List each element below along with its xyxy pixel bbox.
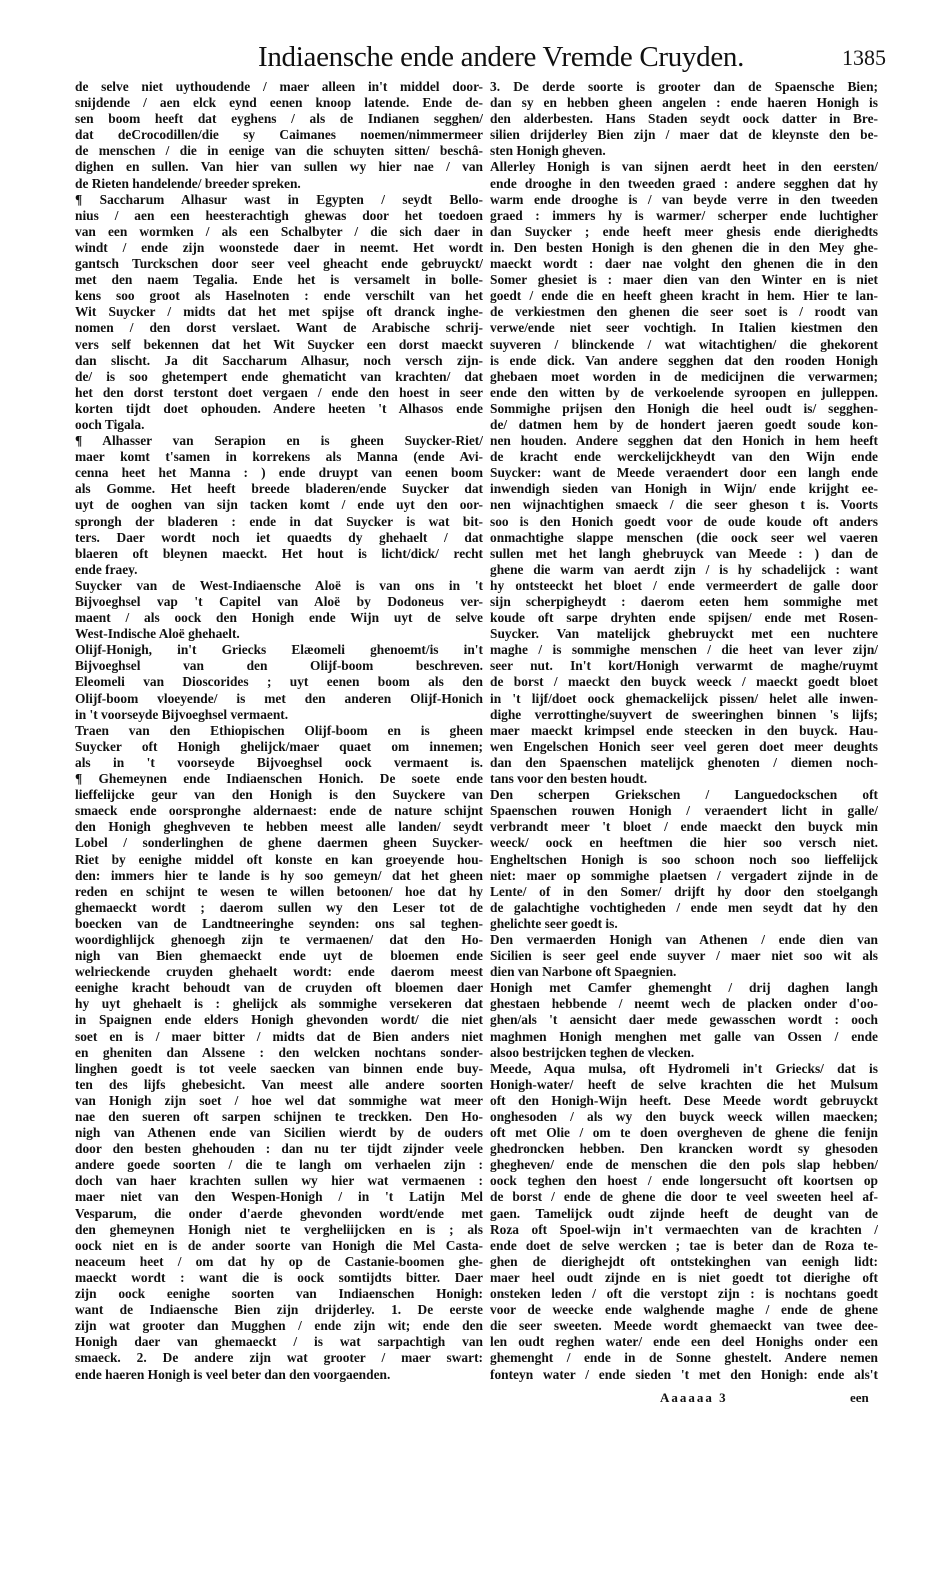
right-column xyxy=(490,79,878,1383)
text-line: de kracht ende werckelijckheydt van den Wijn ende xyxy=(490,449,878,465)
text-line: ghedroncken hebben. Den krancken wordt sy ghesoden xyxy=(490,1141,878,1157)
text-line: ¶ Saccharum Alhasur wast in Egypten / seydt Bello- xyxy=(75,191,483,207)
text-line: ters. Daer wordt noch iet quaedts dy ghehaelt / dat xyxy=(75,529,483,545)
text-line: ghemaeckt wordt ; daerom sullen wy den Leser tot de xyxy=(75,899,483,915)
text-line: Vesparum, die onder d'aerde ghevonden wordt/ende met xyxy=(75,1205,483,1221)
text-line: Honigh met Camfer ghemenght / drij daghen langh xyxy=(490,980,878,996)
signature-mark: Aaaaaa 3 xyxy=(660,1390,728,1405)
text-line: den alderbesten. Hans Staden seydt oock datter in Bre- xyxy=(490,111,878,127)
text-line: korten tijdt doet ophouden. Andere heeten 't Alhasos ende xyxy=(75,400,483,416)
text-line: in 't voorseyde Bijvoeghsel vermaent. xyxy=(75,706,289,722)
text-line: onsteken leden / oft die verstopt zijn : is nochtans goedt xyxy=(490,1286,878,1302)
catchword: een xyxy=(850,1390,869,1405)
text-line: oock teghen den hoest / ende longersucht oft koortsen op xyxy=(490,1173,878,1189)
text-line: reden en schijnt te wesen te willen betoonen/ hoe dat hy xyxy=(75,883,483,899)
text-line: Suycker. Van matelijck ghebruyckt met een nuchtere xyxy=(490,626,878,642)
text-line: soet en is / maer bitter / midts dat de Bien anders niet xyxy=(75,1028,483,1044)
text-line: ten des lijfs ghebesicht. Van meest alle andere soorten xyxy=(75,1076,483,1092)
text-line: Honigh-water/ heeft de selve krachten die het Mulsum xyxy=(490,1076,878,1092)
text-line: maer maeckt krimpsel ende steecken in den buyck. Hau- xyxy=(490,722,878,738)
text-line: eenighe kracht behoudt van de cruyden oft bloemen daer xyxy=(75,980,483,996)
text-line: Honigh daer van ghemaeckt / is wat sarpachtigh van xyxy=(75,1334,483,1350)
text-line: nigh van Bien ghemaeckt ende uyt de bloemen ende xyxy=(75,948,483,964)
text-line: inwendigh sieden van Honigh in Wijn/ ende krijght ee- xyxy=(490,481,878,497)
text-line: cenna heet het Manna : ) ende druypt van eenen boom xyxy=(75,465,483,481)
text-line: Suycker van de West-Indiaensche Aloë is van ons in 't xyxy=(75,577,483,593)
text-line: Sommighe prijsen den Honigh die heel oudt is/ segghen- xyxy=(490,400,878,416)
text-line: als in 't voorseyde Bijvoeghsel oock vermaent is. xyxy=(75,754,483,770)
text-line: in Spaignen ende elders Honigh ghevonden wordt/ die niet xyxy=(75,1012,483,1028)
text-line: nigh van Athenen ende van Sicilien wierdt by de ouders xyxy=(75,1125,483,1141)
running-title: Indiaensche ende andere Vremde Cruyden. xyxy=(258,41,745,73)
text-line: suyveren / blinckende / wat witachtighen/ die ghekorent xyxy=(490,336,878,352)
text-line: seer nut. In't kort/Honigh verwarmt de maghe/ruymt xyxy=(490,658,878,674)
text-line: in 't lijf/doet oock ghemackelijck pissen/ helet alle inwen- xyxy=(490,690,878,706)
text-line: Suycker oft Honigh ghelijck/maer quaet om innemen; xyxy=(75,738,483,754)
text-line: de borst / ende de ghene die door te veel sweeten heel af- xyxy=(490,1189,878,1205)
text-line: van een wormken / als een Schalbyter / die sich daer in xyxy=(75,223,483,239)
text-line: ghebaen moet worden in de medicijnen die verwarmen; xyxy=(490,368,878,384)
text-line: ooch Tigala. xyxy=(75,416,145,432)
text-line: wen Engelschen Honich seer veel geren doet meer deughts xyxy=(490,738,878,754)
text-line: Olijf-Honigh, in't Griecks Elæomeli ghenoemt/is in't xyxy=(75,642,483,658)
text-line: goedt / ende die en heeft gheen kracht in hem. Hier te lan- xyxy=(490,288,878,304)
text-line: ¶ Alhasser van Serapion en is gheen Suycker-Riet/ xyxy=(75,433,483,449)
text-line: Roza oft Spoel-wijn in't vermaechten van de krachten / xyxy=(490,1221,878,1237)
text-line: ghelichte seer goedt is. xyxy=(490,915,618,931)
text-line: hy ontsteeckt het bloet / ende vermeerdert de galle door xyxy=(490,577,878,593)
text-line: doch van haer krachten sullen wy hier wat vermaenen : xyxy=(75,1173,483,1189)
text-line: ende den witten by de verkoelende syroopen en julleppen. xyxy=(490,384,878,400)
text-line: smaeck ende oorspronghe aldernaest: ende de nature schijnt xyxy=(75,803,483,819)
text-line: ende haeren Honigh is veel beter dan den voorgaenden. xyxy=(75,1366,391,1382)
text-line: voor de weecke ende walghende maghe / ende de ghene xyxy=(490,1302,878,1318)
text-line: in. Den besten Honigh is den ghenen die in den Mey ghe- xyxy=(490,239,878,255)
text-line: andere goede soorten / die te langh om verhaelen zijn : xyxy=(75,1157,483,1173)
text-line: hy uyt ghehaelt is : ghelijck als sommighe versekeren dat xyxy=(75,996,483,1012)
text-line: gaen. Tamelijck oudt zijnde heeft de deught van de xyxy=(490,1205,878,1221)
text-line: blaeren oft bleynen maeckt. Het hout is licht/dick/ recht xyxy=(75,545,483,561)
text-line: de borst / maeckt den buyck weeck / maeckt goedt bloet xyxy=(490,674,878,690)
text-line: ghegheven/ ende de menschen die den pols slap hebben/ xyxy=(490,1157,878,1173)
text-line: boecken van de Landtneeringhe seynden: ons sal teghen- xyxy=(75,915,483,931)
text-line: de verkiestmen den ghenen die seer soet is / roodt van xyxy=(490,304,878,320)
text-line: Meede, Aqua mulsa, oft Hydromeli in't Griecks/ dat is xyxy=(490,1060,878,1076)
text-line: sen boom heeft dat eyghens / als de Indianen segghen/ xyxy=(75,111,483,127)
text-line: het den dorst terstont doet vergaen / ende den hoest in seer xyxy=(75,384,483,400)
text-line: onmachtighe slappe menschen (die oock seer wel vaeren xyxy=(490,529,878,545)
text-line: Spaenschen rouwen Honigh / veraendert licht in galle/ xyxy=(490,803,878,819)
text-line: 3. De derde soorte is grooter dan de Spaensche Bien; xyxy=(490,79,878,94)
text-line: oock niet en is de ander soorte van Honigh die Mel Casta- xyxy=(75,1237,483,1253)
text-line: ghen de dierighejdt oft ontstekinghen van eenigh lidt: xyxy=(490,1253,878,1269)
text-line: graed : immers hy is warmer/ scherper ende luchtigher xyxy=(490,207,878,223)
text-line: sprongh der bladeren : ende in dat Suycker is wat bit- xyxy=(75,513,483,529)
text-line: Sicilien is seer geel ende suyver / maer niet soo wit als xyxy=(490,948,878,964)
text-line: Bijvoeghsel van den Olijf-boom beschreven. xyxy=(75,658,483,674)
text-line: vers self bekennen dat het Wit Suycker een dorst maeckt xyxy=(75,336,483,352)
text-line: maghe / is sommighe menschen / die heet van lever zijn/ xyxy=(490,642,878,658)
text-line: ghen/als 't aensicht daer mede gewasschen wordt : ooch xyxy=(490,1012,878,1028)
text-line: Bijvoeghsel vap 't Capitel van Aloë by Dodoneus ver- xyxy=(75,594,483,609)
text-line: maer komt t'samen in korrekens als Manna (ende Avi- xyxy=(75,449,483,465)
text-line: smaeck. 2. De andere zijn wat grooter / maer swart: xyxy=(75,1350,483,1366)
text-line: welrieckende cruyden ghehaelt wordt: ende daerom meest xyxy=(75,964,483,980)
text-line: dan Suycker ; ende heeft meer ghesis ende dierighedts xyxy=(490,223,878,239)
text-line: van Honigh zijn soet / hoe wel dat sommighe wat meer xyxy=(75,1092,483,1108)
text-line: die seer sweeten. Meede wordt ghemaeckt van twee dee- xyxy=(490,1318,878,1334)
text-line: uyt de ooghen van sijn tacken komt / ende uyt den oor- xyxy=(75,497,483,513)
text-line: ende doet de selve wercken ; tae is beter dan de Roza te- xyxy=(490,1237,878,1253)
text-line: oft met Olie / om te doen overgheven de ghene die fenijn xyxy=(490,1125,878,1141)
text-line: gantsch Turckschen door seer veel gheacht ende gebruyckt/ xyxy=(75,256,483,272)
text-line: en gheniten dan Alssene : den welcken nochtans sonder- xyxy=(75,1044,483,1060)
text-line: warm ende drooghe is / van beyde verre in den tweeden xyxy=(490,191,878,207)
text-line: Den scherpen Griekschen / Languedockschen oft xyxy=(490,787,878,803)
text-line: sijn scherpigheydt : daerom eeten hem sommighe met xyxy=(490,594,878,609)
text-line: zijn oock eenighe soorten van Indiaenschen Honigh: xyxy=(75,1286,483,1302)
text-line: maeckt wordt : daer nae volght den ghenen die in den xyxy=(490,256,878,272)
text-line: ende drooghe in den tweeden graed : andere segghen dat hy xyxy=(490,175,878,191)
text-line: Lente/ of in den Somer/ drijft hy door den stoelgangh xyxy=(490,883,878,899)
text-line: ghemenght / ende in de Sonne ghestelt. Andere nemen xyxy=(490,1350,878,1366)
text-line: nen wijnachtighen smaeck / die seer gheson t is. Voorts xyxy=(490,497,878,513)
text-line: niet: maer op sommighe plaetsen / vergadert zijnde in de xyxy=(490,867,878,883)
left-column xyxy=(75,79,483,1383)
text-line: kens soo groot als Haselnoten : ende verschilt van het xyxy=(75,288,483,304)
text-line: dan slischt. Ja dit Saccharum Alhasur, noch versch zijn- xyxy=(75,352,483,368)
text-line: maghmen Honigh menghen met galle van Ossen / ende xyxy=(490,1028,878,1044)
text-line: neaceum heet / om dat hy op de Castanie-boomen ghe- xyxy=(75,1253,483,1269)
text-line: de/ is soo ghetempert ende ghematicht van krachten/ dat xyxy=(75,368,483,384)
text-line: nius / aen een heesterachtigh ghewas door het toedoen xyxy=(75,207,483,223)
text-line: maeckt wordt : want die is oock somtijdts bitter. Daer xyxy=(75,1269,483,1285)
text-line: ¶ Ghemeynen ende Indiaenschen Honich. De soete ende xyxy=(75,771,483,787)
text-line: zijn wat grooter dan Mugghen / ende zijn wit; ende den xyxy=(75,1318,483,1334)
text-line: de Rieten handelende/ breeder spreken. xyxy=(75,175,301,191)
text-line: ghene die warm van aerdt zijn / is hy schadelijck : want xyxy=(490,561,878,577)
text-line: snijdende / aen elck eynd eenen knoop latende. Ende de- xyxy=(75,95,483,111)
text-line: is ende dick. Van andere segghen dat den rooden Honigh xyxy=(490,352,878,368)
text-line: West-Indische Aloë ghehaelt. xyxy=(75,626,240,642)
text-line: met den naem Tegalia. Ende het is versamelt in bolle- xyxy=(75,272,483,288)
text-line: de/ datmen hem by de hondert jaeren goedt soude kon- xyxy=(490,416,878,432)
text-line: sullen met het langh ghebruyck van Meede : ) dan de xyxy=(490,545,878,561)
text-line: Eleomeli van Dioscorides ; uyt eenen boom als den xyxy=(75,674,483,690)
text-line: Allerley Honigh is van sijnen aerdt heet in den eersten/ xyxy=(490,159,878,175)
text-line: dighen en sullen. Van hier van sullen wy hier nae / van xyxy=(75,159,483,175)
text-line: maer heel oudt zijnde en is niet goedt tot dierighe oft xyxy=(490,1269,878,1285)
text-line: Den vermaerden Honigh van Athenen / ende dien van xyxy=(490,931,878,947)
text-line: verbrandt meer 't bloet / ende maeckt den buyck min xyxy=(490,819,878,835)
page-number: 1385 xyxy=(842,45,886,70)
text-line: fonteyn water / ende sieden 't met den Honigh: ende als't xyxy=(490,1366,878,1382)
text-line: nae den sueren oft sarpen schijnen te treckken. Den Ho- xyxy=(75,1109,483,1124)
text-line: ende fraey. xyxy=(75,561,138,577)
text-line: tans voor den besten houdt. xyxy=(490,771,648,787)
text-line: soo is den Honich goedt voor de oude koude oft anders xyxy=(490,513,878,529)
text-line: maent / als oock den Honigh ende Wijn uyt de selve xyxy=(75,610,483,626)
text-line: sten Honigh gheven. xyxy=(490,143,606,159)
text-line: oft den Honigh-Wijn heeft. Dese Meede wordt gebruyckt xyxy=(490,1092,878,1108)
text-line: woordighlijck ghenoegh zijn te vermaenen/ dat den Ho- xyxy=(75,931,483,947)
text-line: dien van Narbone oft Spaegnien. xyxy=(490,964,677,980)
text-line: windt / ende zijn woonstede daer in neemt. Het wordt xyxy=(75,239,483,255)
text-line: dat deCrocodillen/die sy Caimanes noemen/nimmermeer xyxy=(75,127,483,143)
text-line: de galachtighe vochtigheden / ende men seydt dat hy den xyxy=(490,899,878,915)
text-line: nen houden. Andere segghen dat den Honich in hem heeft xyxy=(490,433,878,449)
text-line: lieffelijcke geur van den Honigh is den Suyckere van xyxy=(75,787,483,803)
text-line: nomen / den dorst verslaet. Want de Arabische schrij- xyxy=(75,320,483,336)
text-line: Somer ghesiet is : maer dien van den Winter en is niet xyxy=(490,272,878,288)
text-line: want de Indiaensche Bien zijn drijderley. 1. De eerste xyxy=(75,1302,483,1318)
text-line: de menschen / die in eenige van die schuyten sitten/ beschâ- xyxy=(75,143,483,159)
text-line: len oudt reghen water/ ende een deel Honighs onder een xyxy=(490,1334,878,1350)
text-line: Lobel / sonderlinghen de ghene daermen gheen Suycker- xyxy=(75,835,483,851)
text-line: den ghemeynen Honigh niet te vergheliijcken en is ; als xyxy=(75,1221,483,1237)
text-line: Olijf-boom vloeyende/ is met den anderen Olijf-Honich xyxy=(75,690,483,706)
text-line: dighe verrottinghe/suyvert de sweeringhen binnen 's lijfs; xyxy=(490,706,878,722)
text-line: maer niet van den Wespen-Honigh / in 't Latijn Mel xyxy=(75,1189,483,1205)
text-line: Suycker: want de Meede veraendert door een langh ende xyxy=(490,465,878,481)
text-line: onghesoden / als wy den buyck weeck willen maecken; xyxy=(490,1109,878,1124)
text-line: verwe/ende niet seer vochtigh. In Italien kiestmen den xyxy=(490,320,878,336)
text-line: als Gomme. Het heeft breede bladeren/ende Suycker dat xyxy=(75,481,483,497)
text-line: koude oft sarpe dryhten ende spijsen/ ende met Rosen- xyxy=(490,610,878,626)
text-line: door den besten ghehouden : dan nu ter tijdt zijnder veele xyxy=(75,1141,483,1157)
text-line: de selve niet uythoudende / maer alleen in't middel door- xyxy=(75,79,483,94)
text-line: ghestaen hebbende / neemt wech de placken onder d'oo- xyxy=(490,996,878,1012)
text-line: Traen van den Ethiopischen Olijf-boom en is gheen xyxy=(75,722,483,738)
text-line: Riet by eenighe middel oft konste en kan groeyende hou- xyxy=(75,851,483,867)
text-line: linghen goedt is tot veele saecken van binnen ende buy- xyxy=(75,1060,483,1076)
text-line: Wit Suycker / midts dat het met spijse oft dranck inghe- xyxy=(75,304,483,320)
text-line: Engheltschen Honigh is soo schoon noch soo lieffelijck xyxy=(490,851,878,867)
text-line: weeck/ oock en heeftmen die hier soo versch niet. xyxy=(490,835,878,851)
text-line: silien drijderley Bien zijn / maer dat de kleynste den be- xyxy=(490,127,878,143)
text-line: dan den Spaenschen matelijck ghenoten / diemen noch- xyxy=(490,754,878,770)
text-line: den Honigh gheghveven te hebben meest alle landen/ seydt xyxy=(75,819,483,835)
text-line: alsoo bestrijcken teghen de vlecken. xyxy=(490,1044,695,1060)
text-line: dan sy en hebben gheen angelen : ende haeren Honigh is xyxy=(490,95,878,111)
text-line: den: immers hier te lande is hy soo gemeyn/ dat het gheen xyxy=(75,867,483,883)
